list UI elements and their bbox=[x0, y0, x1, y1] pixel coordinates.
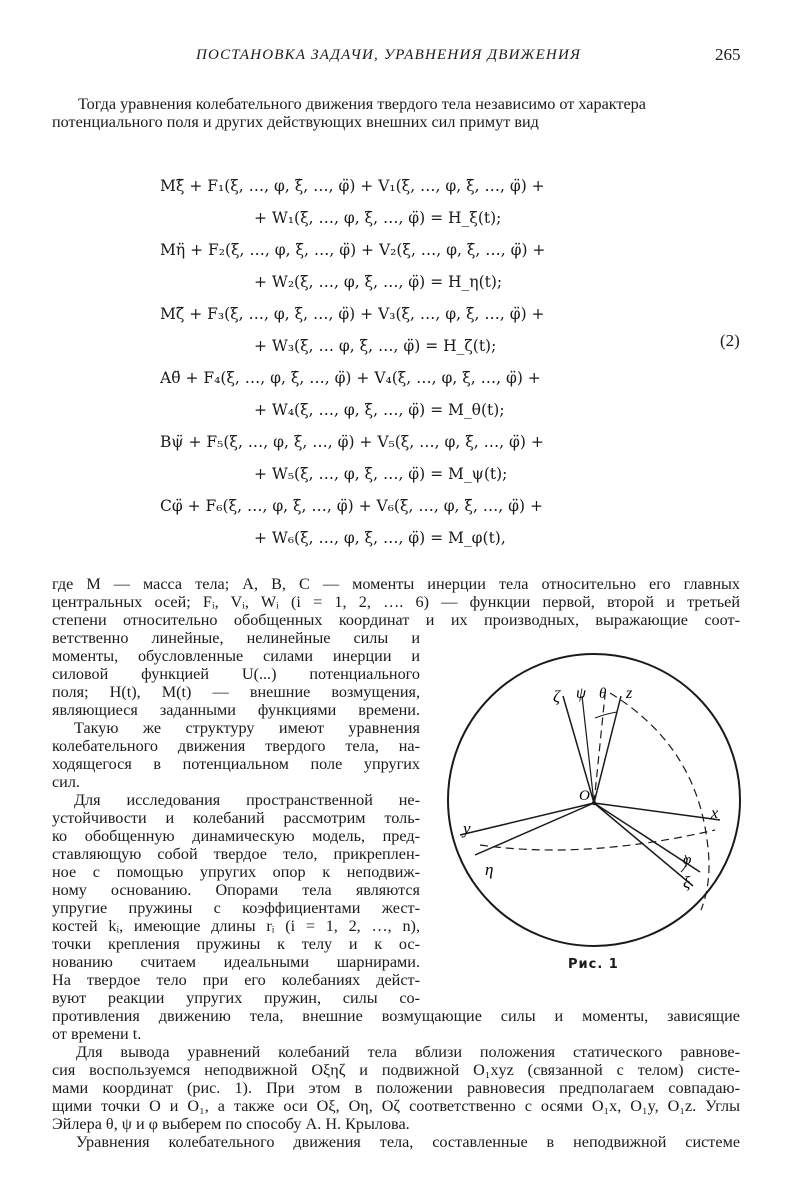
dashed-arc-right bbox=[610, 693, 709, 910]
body-line: вуют реакции упругих пружин, силы со- bbox=[52, 989, 420, 1007]
body-line: устойчивости и колебаний рассмотрим толь- bbox=[52, 809, 420, 827]
equation-row: + W₂(ξ, …, φ, ξ̇, …, φ̈) = H_η(t); bbox=[254, 273, 503, 291]
body-line: На твердое тело при его колебаниях дейст- bbox=[52, 971, 420, 989]
y-axis bbox=[460, 803, 594, 835]
page-number: 265 bbox=[715, 45, 741, 64]
figure-caption: Рис. 1 bbox=[568, 957, 619, 972]
origin-point bbox=[592, 801, 596, 805]
equation-row: Cφ̈ + F₆(ξ, …, φ, ξ̇, …, φ̈) + V₆(ξ, …, φ, ξ̇, …, φ̈) + bbox=[160, 497, 543, 515]
equation-row: + W₁(ξ, …, φ, ξ̇, …, φ̈) = H_ξ(t); bbox=[254, 209, 502, 227]
dashed-arc-horizontal bbox=[480, 830, 715, 850]
body-line: силовой функцией U(...) потенциального bbox=[52, 665, 420, 683]
body-line: точки крепления пружины к телу и к ос- bbox=[52, 935, 420, 953]
eta-label: η bbox=[485, 860, 494, 879]
body-line: поля; H(t), M(t) — внешние возмущения, bbox=[52, 683, 420, 701]
body-line: сия воспользуемся неподвижной Oξηζ и подвижной O₁xyz (связанной с телом) систе- bbox=[52, 1061, 740, 1079]
body-line: ному основанию. Опорами тела являются bbox=[52, 881, 420, 899]
xi-label: ξ bbox=[683, 873, 691, 892]
psi-line bbox=[582, 696, 594, 803]
theta-arc bbox=[595, 712, 617, 718]
body-line: ное с помощью упругих опор к неподвиж- bbox=[52, 863, 420, 881]
body-line: сил. bbox=[52, 773, 80, 791]
body-line: ветственно линейные, нелинейные силы и bbox=[52, 629, 420, 647]
body-line: костей kᵢ, имеющие длины rᵢ (i = 1, 2, …, n), bbox=[52, 917, 420, 935]
body-line: упругие пружины с коэффициентами жест- bbox=[52, 899, 420, 917]
running-title: ПОСТАНОВКА ЗАДАЧИ, УРАВНЕНИЯ ДВИЖЕНИЯ bbox=[196, 47, 582, 63]
eta-axis bbox=[475, 803, 594, 855]
body-line: Для исследования пространственной не- bbox=[74, 791, 420, 809]
x-axis bbox=[594, 803, 720, 820]
zeta-label: ζ bbox=[553, 687, 560, 706]
equation-row: Mξ̈ + F₁(ξ, …, φ, ξ̇, …, φ̈) + V₁(ξ, …, φ, ξ̇, …, φ̈) + bbox=[160, 177, 545, 195]
equation-row: + W₄(ξ, …, φ, ξ̇, …, φ̈) = M_θ(t); bbox=[254, 401, 505, 419]
body-line: ходящегося в потенциальном поле упругих bbox=[52, 755, 420, 773]
dashed-vertical-axis bbox=[594, 695, 605, 803]
y-label: y bbox=[463, 819, 471, 838]
body-narrow-column bbox=[52, 629, 420, 1007]
z-label: z bbox=[626, 685, 633, 702]
body-line: от времени t. bbox=[52, 1025, 142, 1043]
xi-axis bbox=[594, 803, 693, 886]
intro-line: потенциального поля и других действующих внешних сил примут вид bbox=[52, 113, 539, 131]
body-line: моменты, обусловленные силами инерции и bbox=[52, 647, 420, 665]
equation-row: Mζ̈ + F₃(ξ, …, φ, ξ̇, …, φ̈) + V₃(ξ, …, φ, ξ̇, …, φ̈) + bbox=[160, 305, 545, 323]
equation-row: + W₆(ξ, …, φ, ξ̇, …, φ̈) = M_φ(t), bbox=[254, 529, 506, 547]
body-line: являющиеся заданными функциями времени. bbox=[52, 701, 420, 719]
equation-row: Mη̈ + F₂(ξ, …, φ, ξ̇, …, φ̈) + V₂(ξ, …, φ, ξ̇, …, φ̈) + bbox=[160, 241, 546, 259]
equation-row: + W₃(ξ, … φ, ξ̇, …, φ̈) = H_ζ(t); bbox=[254, 337, 497, 355]
body-line: степени относительно обобщенных координат и их производных, выражающие соот- bbox=[52, 611, 740, 629]
x-label: x bbox=[711, 805, 719, 822]
body-line: ко обобщенную динамическую модель, пред- bbox=[52, 827, 420, 845]
body-line: Для вывода уравнений колебаний тела вблизи положения статического равнове- bbox=[76, 1043, 740, 1061]
body-line: колебательного движения твердого тела, на- bbox=[52, 737, 420, 755]
equation-number: (2) bbox=[720, 331, 740, 350]
body-line: Такую же структуру имеют уравнения bbox=[74, 719, 420, 737]
body-paragraph-2 bbox=[52, 1007, 740, 1151]
body-line: где M — масса тела; A, B, C — моменты инерции тела относительно его главных bbox=[52, 575, 740, 593]
equation-row: Aθ̈ + F₄(ξ, …, φ, ξ̇, …, φ̈) + V₄(ξ, …, φ, ξ̇, …, φ̈) + bbox=[160, 369, 541, 387]
body-line: ставляющую собой твердое тело, прикреплен- bbox=[52, 845, 420, 863]
origin-label: O bbox=[579, 788, 590, 804]
body-line: противления движению тела, внешние возмущающие силы и моменты, зависящие bbox=[52, 1007, 740, 1025]
body-paragraph-1 bbox=[52, 575, 740, 629]
body-line: центральных осей; Fᵢ, Vᵢ, Wᵢ (i = 1, 2, …. 6) — функции первой, второй и третьей bbox=[52, 593, 740, 611]
body-line: Эйлера θ, ψ и φ выберем по способу А. Н. Крылова. bbox=[52, 1115, 410, 1133]
intro-line: Тогда уравнения колебательного движения твердого тела независимо от характера bbox=[78, 95, 646, 113]
equation-row: Bψ̈ + F₅(ξ, …, φ, ξ̇, …, φ̈) + V₅(ξ, …, φ, ξ̇, …, φ̈) + bbox=[160, 433, 544, 451]
psi-label: ψ bbox=[576, 685, 586, 702]
body-line: нованию считаем идеальными шарнирами. bbox=[52, 953, 420, 971]
body-line: щими точки O и O₁, а также оси Oξ, Oη, Oζ соответственно с осями O₁x, O₁y, O₁z. Углы bbox=[52, 1097, 740, 1115]
euler-angles-figure bbox=[445, 650, 745, 950]
theta-label: θ bbox=[599, 686, 607, 702]
zeta-axis bbox=[563, 696, 594, 803]
phi-label: φ bbox=[683, 852, 692, 868]
body-line: Уравнения колебательного движения тела, составленные в неподвижной системе bbox=[76, 1133, 740, 1151]
equation-row: + W₅(ξ, …, φ, ξ̇, …, φ̈) = M_ψ(t); bbox=[254, 465, 508, 483]
body-line: мами координат (рис. 1). При этом в положении равновесия предполагаем совпадаю- bbox=[52, 1079, 740, 1097]
intro-paragraph bbox=[52, 95, 742, 131]
